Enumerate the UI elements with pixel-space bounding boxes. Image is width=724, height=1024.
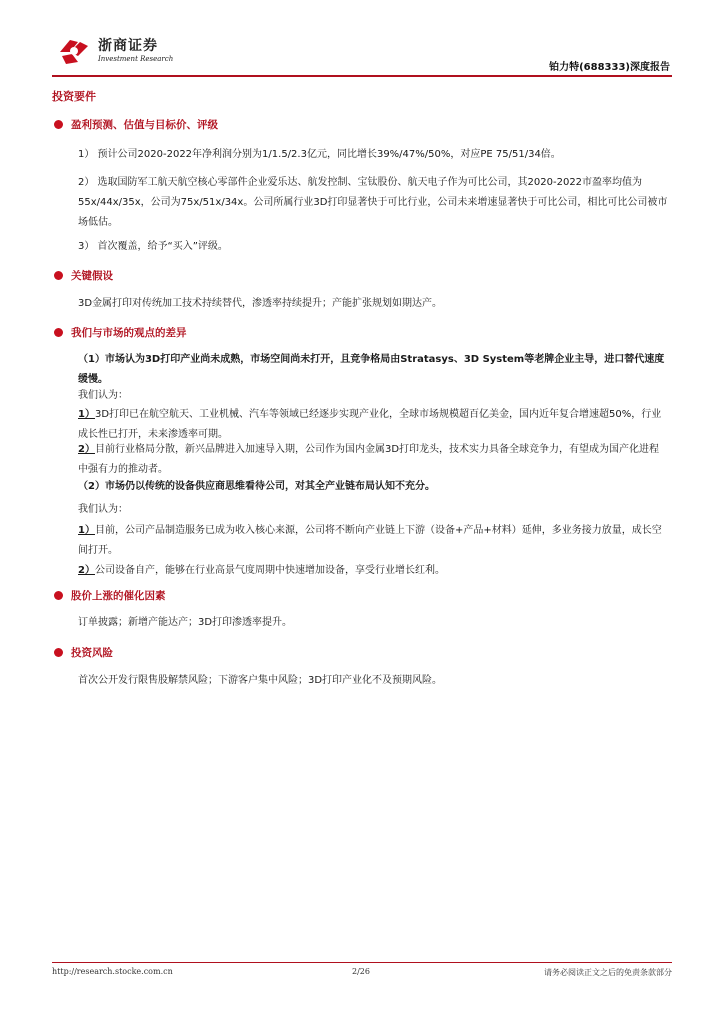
bullet-dot-icon bbox=[54, 591, 63, 600]
point-number: 2） bbox=[78, 565, 95, 576]
logo-mark-icon bbox=[56, 36, 92, 66]
risks-text: 首次公开发行限售股解禁风险；下游客户集中风险；3D打印产业化不及预期风险。 bbox=[78, 675, 443, 686]
report-title: 铂力特(688333)深度报告 bbox=[549, 62, 670, 73]
brand-logo bbox=[56, 36, 173, 66]
point-number: 1） bbox=[78, 525, 95, 536]
view1-point-b bbox=[78, 440, 668, 480]
bullet-assumptions bbox=[54, 268, 113, 283]
bullet-dot-icon bbox=[54, 271, 63, 280]
bullet-catalysts bbox=[54, 588, 166, 603]
point-text: 目前行业格局分散，新兴品牌进入加速导入期，公司作为国内金属3D打印龙头，技术实力具备全球竞争力，有望成为国产化进程中强有力的推动者。 bbox=[78, 444, 660, 475]
brand-name-cn: 浙商证券 bbox=[98, 38, 158, 54]
heading-assumptions: 关键假设 bbox=[71, 270, 113, 282]
point-text: 公司设备自产，能够在行业高景气度周期中快速增加设备，享受行业增长红利。 bbox=[94, 565, 445, 576]
market-view-2: （2）市场仍以传统的设备供应商思维看待公司，对其全产业链布局认知不充分。 bbox=[78, 481, 435, 492]
bullet-risks bbox=[54, 645, 113, 660]
brand-name-en: Investment Research bbox=[98, 55, 174, 63]
heading-difference: 我们与市场的观点的差异 bbox=[71, 327, 187, 339]
heading-risks: 投资风险 bbox=[71, 647, 113, 659]
point-text: 目前，公司产品制造服务已成为收入核心来源，公司将不断向产业链上下游（设备+产品+材料）延伸，多业务接力放量，成长空间打开。 bbox=[78, 525, 662, 556]
bullet-dot-icon bbox=[54, 328, 63, 337]
bullet-dot-icon bbox=[54, 120, 63, 129]
page-number: 2/26 bbox=[352, 967, 370, 976]
assumptions-text: 3D金属打印对传统加工技术持续替代，渗透率持续提升；产能扩张规划如期达产。 bbox=[78, 298, 443, 309]
footer-disclaimer: 请务必阅读正文之后的免责条款部分 bbox=[544, 968, 672, 977]
we-think-2: 我们认为： bbox=[78, 504, 128, 515]
view2-point-a bbox=[78, 521, 668, 561]
view2-point-b bbox=[78, 561, 668, 581]
point-number: 1） bbox=[78, 409, 95, 420]
point-text: 3D打印已在航空航天、工业机械、汽车等领域已经逐步实现产业化，全球市场规模超百亿美金，国内近年复合增速超50%，行业成长性已打开，未来渗透率可期。 bbox=[78, 409, 662, 440]
forecast-item-1: 1） 预计公司2020-2022年净利润分别为1/1.5/2.3亿元，同比增长39%/47%/50%，对应PE 75/51/34倍。 bbox=[78, 149, 561, 160]
heading-catalysts: 股价上涨的催化因素 bbox=[71, 590, 166, 602]
bullet-difference bbox=[54, 325, 187, 340]
market-view-1: （1）市场认为3D打印产业尚未成熟，市场空间尚未打开，且竞争格局由Stratasys、3D System等老牌企业主导，进口替代速度缓慢。 bbox=[78, 354, 665, 385]
footer-url[interactable]: http://research.stocke.com.cn bbox=[52, 967, 173, 976]
forecast-item-3: 3） 首次覆盖，给予“买入”评级。 bbox=[78, 241, 228, 252]
footer-divider bbox=[52, 962, 672, 963]
forecast-item-2: 2） 选取国防军工航天航空核心零部件企业爱乐达、航发控制、宝钛股份、航天电子作为可比公司，其2020-2022市盈率均值为55x/44x/35x，公司为75x/51x/34x。公司所属行业3D打印显著快于可比行业，公司未来增速显著快于可比公司，相比可比公司被市场低估。 bbox=[78, 177, 668, 228]
view1-point-a bbox=[78, 405, 668, 445]
catalysts-text: 订单披露；新增产能达产；3D打印渗透率提升。 bbox=[78, 617, 293, 628]
bullet-dot-icon bbox=[54, 648, 63, 657]
we-think-1: 我们认为： bbox=[78, 390, 128, 401]
section-title: 投资要件 bbox=[52, 90, 96, 103]
heading-forecast: 盈利预测、估值与目标价、评级 bbox=[71, 119, 218, 131]
bullet-forecast bbox=[54, 117, 218, 132]
header-divider bbox=[52, 75, 672, 77]
point-number: 2） bbox=[78, 444, 95, 455]
